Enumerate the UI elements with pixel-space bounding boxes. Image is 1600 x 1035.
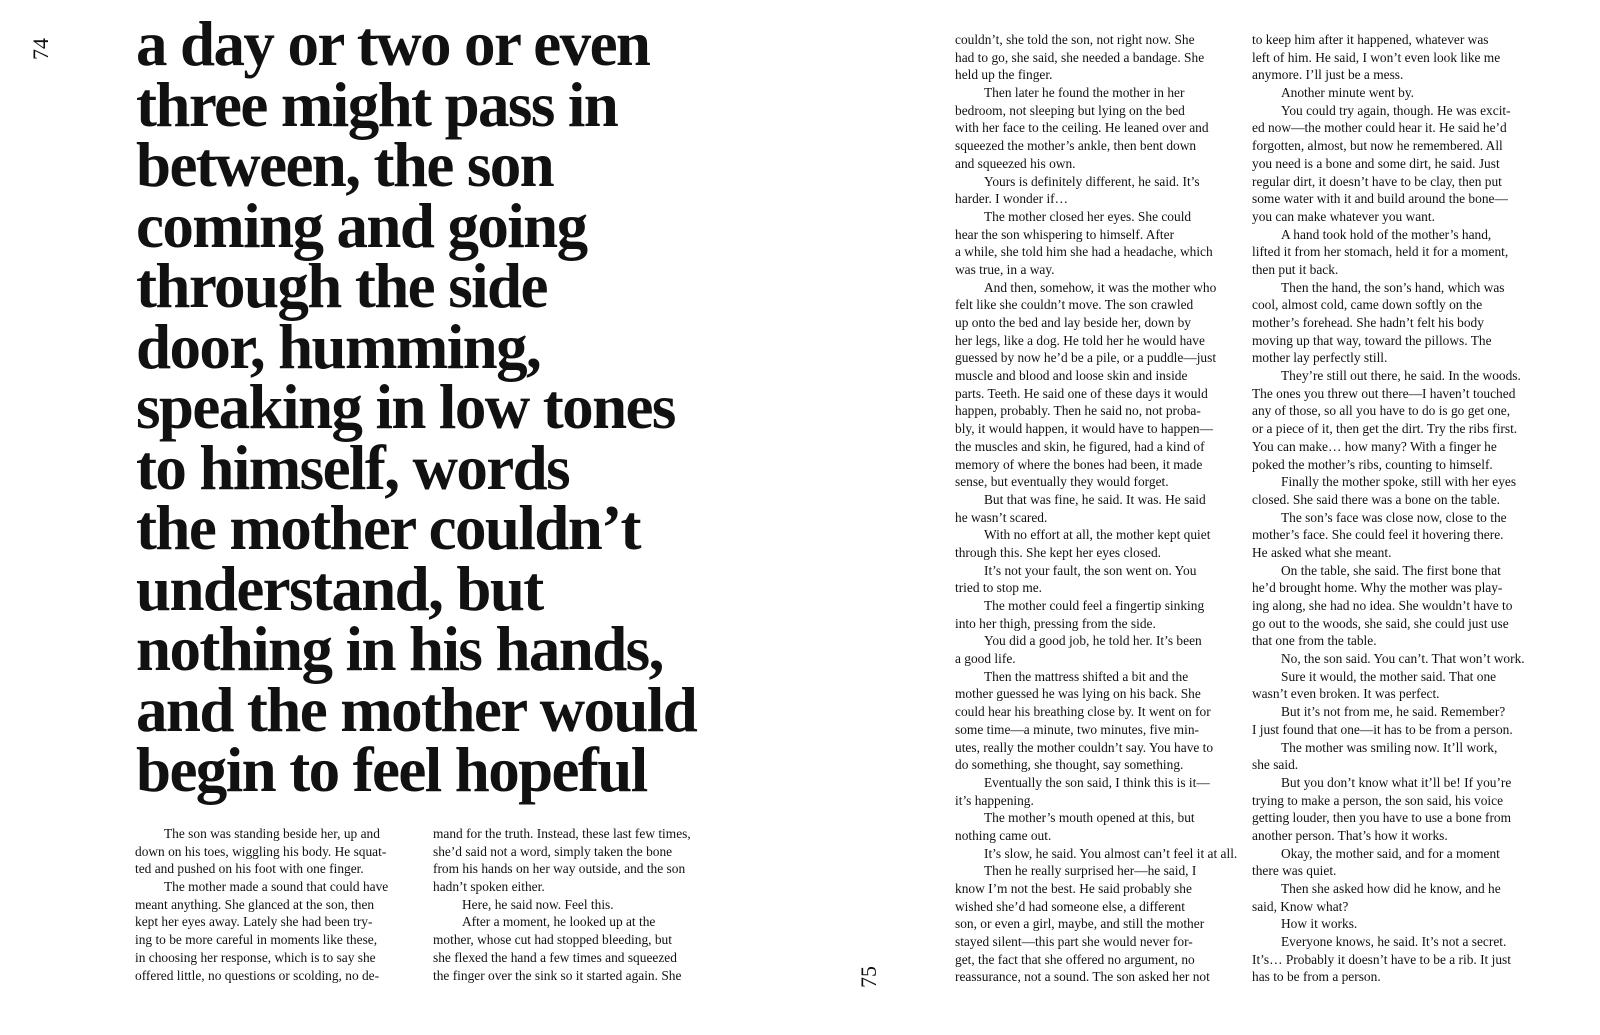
page-number-left: 74 xyxy=(28,38,53,60)
body-text-line: couldn’t, she told the son, not right now. She xyxy=(955,32,1195,47)
body-text-line: getting louder, then you have to use a bone from xyxy=(1252,810,1512,826)
body-text-line: up onto the bed and lay beside her, down by xyxy=(955,315,1191,330)
pull-quote-line: begin to feel hopeful xyxy=(136,735,647,805)
body-text-line: a while, she told him she had a headache, which xyxy=(955,244,1213,260)
body-text-line: lifted it from her stomach, held it for a moment, xyxy=(1252,244,1509,260)
pull-quote-line: coming and going xyxy=(136,190,587,261)
body-text-line: to keep him after it happened, whatever was xyxy=(1252,32,1489,47)
body-text-line: ed now—the mother could hear it. He said he’d xyxy=(1252,120,1507,136)
body-text-line: The mother made a sound that could have xyxy=(164,879,389,895)
body-text-line: into her thigh, pressing from the side. xyxy=(955,615,1156,631)
body-text-line: Sure it would, the mother said. That one xyxy=(1281,668,1497,684)
body-text-line: he wasn’t scared. xyxy=(955,509,1048,525)
body-text-line: forgotten, almost, but now he remembered. All xyxy=(1252,138,1503,154)
body-text-line: regular dirt, it doesn’t have to be clay, then put xyxy=(1252,173,1502,189)
pull-quote-line: three might pass in xyxy=(136,69,618,140)
body-text-line: you need is a bone and some dirt, he said. Just xyxy=(1252,155,1500,171)
body-text-line: cool, almost cold, came down softly on the xyxy=(1252,297,1483,313)
body-column-right-1 xyxy=(955,31,1241,986)
body-text-line: offered little, no questions or scolding, no de- xyxy=(135,967,380,983)
body-text-line: mother’s face. She could feel it hovering there. xyxy=(1252,527,1504,543)
body-text-line: you can make whatever you want. xyxy=(1252,208,1435,224)
body-text-line: Finally the mother spoke, still with her eyes xyxy=(1281,474,1517,490)
body-text-line: Then later he found the mother in her xyxy=(984,85,1185,101)
body-text-line: left of him. He said, I won’t even look like me xyxy=(1252,49,1501,65)
body-text-line: But it’s not from me, he said. Remember? xyxy=(1281,704,1506,720)
body-text-line: hadn’t spoken either. xyxy=(433,879,545,895)
pull-quote-line: nothing in his hands, xyxy=(136,614,663,684)
body-text-line: guessed by now he’d be a pile, or a puddle—just xyxy=(955,350,1217,366)
body-text-line: or a piece of it, then get the dirt. Try the ribs first. xyxy=(1252,421,1518,437)
body-text-line: reassurance, not a sound. The son asked her not xyxy=(955,969,1210,985)
page-number-right: 75 xyxy=(856,966,881,988)
body-text-line: bly, it would happen, it would have to happen— xyxy=(955,421,1213,437)
body-text-line: the muscles and skin, he figured, had a kind of xyxy=(955,438,1205,454)
body-text-line: he’d brought home. Why the mother was play- xyxy=(1252,580,1503,596)
body-text-line: has to be from a person. xyxy=(1252,969,1381,985)
body-text-line: there was quiet. xyxy=(1252,863,1337,879)
body-text-line: The mother could feel a fingertip sinking xyxy=(984,598,1205,613)
body-text-line: said, Know what? xyxy=(1252,898,1349,914)
body-text-line: closed. She said there was a bone on the table. xyxy=(1252,491,1501,507)
body-text-line: she said. xyxy=(1252,757,1299,773)
body-text-line: and squeezed his own. xyxy=(955,155,1076,171)
body-text-line: with her face to the ceiling. He leaned over and xyxy=(955,120,1209,136)
body-text-line: muscle and blood and loose skin and inside xyxy=(955,368,1188,384)
body-text-line: poked the mother’s ribs, counting to himself. xyxy=(1252,456,1493,472)
body-text-line: felt like she couldn’t move. The son crawled xyxy=(955,297,1194,313)
body-text-line: memory of where the bones had been, it made xyxy=(955,456,1203,472)
pull-quote-line: the mother couldn’t xyxy=(136,493,640,563)
body-text-line: He asked what she meant. xyxy=(1252,544,1392,560)
pull-quote-line: speaking in low tones xyxy=(136,372,675,442)
body-column-left-2 xyxy=(433,825,723,984)
body-text-line: It’s slow, he said. You almost can’t feel it at all. xyxy=(984,845,1238,861)
body-text-line: some water with it and build around the bone— xyxy=(1252,191,1508,207)
body-text-line: through this. She kept her eyes closed. xyxy=(955,544,1162,560)
body-text-line: Then the hand, the son’s hand, which was xyxy=(1281,279,1505,295)
body-text-line: ing to be more careful in moments like these, xyxy=(135,932,378,948)
body-text-line: moving up that way, toward the pillows. The xyxy=(1252,332,1492,348)
body-text-line: mother guessed he was lying on his back. She xyxy=(955,686,1201,702)
body-text-line: wished she’d had someone else, a different xyxy=(955,898,1185,914)
pull-quote-line: between, the son xyxy=(136,130,554,200)
body-text-line: The mother’s mouth opened at this, but xyxy=(984,810,1195,826)
body-text-line: any of those, so all you have to do is go get one, xyxy=(1252,403,1511,419)
body-text-line: It’s not your fault, the son went on. You xyxy=(984,562,1197,578)
body-text-line: go out to the woods, she said, she could just use xyxy=(1252,615,1509,631)
body-text-line: she’d said not a word, simply taken the bone xyxy=(433,843,673,859)
body-text-line: utes, really the mother couldn’t say. You have to xyxy=(955,739,1214,755)
body-text-line: could hear his breathing close by. It went on for xyxy=(955,704,1211,720)
pull-quote-line: a day or two or even xyxy=(136,9,650,79)
body-text-line: nothing came out. xyxy=(955,827,1052,843)
body-text-line: A hand took hold of the mother’s hand, xyxy=(1281,226,1492,242)
body-text-line: some time—a minute, two minutes, five min- xyxy=(955,721,1199,737)
pull-quote xyxy=(136,9,736,805)
body-text-line: then put it back. xyxy=(1252,261,1339,277)
body-text-line: How it works. xyxy=(1281,916,1358,932)
body-text-line: mother, whose cut had stopped bleeding, but xyxy=(433,932,672,948)
body-text-line: sense, but eventually they would forget. xyxy=(955,474,1169,490)
body-text-line: ted and pushed on his foot with one finger. xyxy=(135,861,364,877)
body-text-line: had to go, she said, she needed a bandage. She xyxy=(955,49,1205,65)
body-text-line: parts. Teeth. He said one of these days it would xyxy=(955,385,1208,401)
body-text-line: They’re still out there, he said. In the woods. xyxy=(1281,368,1521,384)
body-text-line: son, or even a girl, maybe, and still the mother xyxy=(955,916,1205,932)
body-text-line: Okay, the mother said, and for a moment xyxy=(1281,845,1500,861)
body-text-line: The son’s face was close now, close to the xyxy=(1281,509,1507,525)
body-text-line: Yours is definitely different, he said. It’s xyxy=(984,173,1200,189)
body-text-line: Eventually the son said, I think this is it— xyxy=(984,774,1210,790)
body-text-line: another person. That’s how it works. xyxy=(1252,827,1448,843)
body-text-line: Then the mattress shifted a bit and the xyxy=(984,668,1189,684)
body-text-line: she flexed the hand a few times and squeezed xyxy=(433,949,677,965)
pull-quote-line: door, humming, xyxy=(136,311,541,382)
body-text-line: mother lay perfectly still. xyxy=(1252,350,1388,366)
body-text-line: trying to make a person, the son said, his voice xyxy=(1252,792,1504,808)
body-text-line: The son was standing beside her, up and xyxy=(164,826,380,841)
body-text-line: And then, somehow, it was the mother who xyxy=(984,279,1217,295)
body-text-line: that one from the table. xyxy=(1252,633,1377,649)
pull-quote-line: to himself, words xyxy=(136,432,570,503)
body-text-line: anymore. I’ll just be a mess. xyxy=(1252,67,1404,83)
body-text-line: a good life. xyxy=(955,651,1016,667)
body-text-line: I just found that one—it has to be from a person. xyxy=(1252,721,1513,737)
body-text-line: held up the finger. xyxy=(955,67,1053,83)
body-text-line: With no effort at all, the mother kept quiet xyxy=(984,527,1211,543)
body-text-line: Then he really surprised her—he said, I xyxy=(984,863,1197,879)
body-text-line: You did a good job, he told her. It’s been xyxy=(984,633,1202,649)
body-column-right-2 xyxy=(1252,31,1538,986)
body-text-line: know I’m not the best. He said probably she xyxy=(955,881,1192,896)
body-text-line: The mother closed her eyes. She could xyxy=(984,208,1192,224)
body-text-line: tried to stop me. xyxy=(955,580,1043,596)
body-text-line: But that was fine, he said. It was. He said xyxy=(984,491,1206,507)
body-text-line: squeezed the mother’s ankle, then bent down xyxy=(955,138,1197,154)
body-text-line: Here, he said now. Feel this. xyxy=(462,896,614,912)
body-text-line: Everyone knows, he said. It’s not a secret. xyxy=(1281,934,1507,950)
body-text-line: wasn’t even broken. It was perfect. xyxy=(1252,686,1440,702)
body-text-line: the finger over the sink so it started again. She xyxy=(433,967,682,983)
body-text-line: After a moment, he looked up at the xyxy=(462,914,656,930)
body-text-line: The ones you threw out there—I haven’t touched xyxy=(1252,385,1516,401)
body-text-line: hear the son whispering to himself. After xyxy=(955,226,1175,242)
body-text-line: in choosing her response, which is to say she xyxy=(135,949,376,965)
body-text-line: You could try again, though. He was excit- xyxy=(1281,102,1511,118)
body-text-line: from his hands on her way outside, and the son xyxy=(433,861,686,877)
body-text-line: The mother was smiling now. It’ll work, xyxy=(1281,739,1498,755)
body-text-line: stayed silent—this part she would never for- xyxy=(955,934,1193,950)
body-text-line: mand for the truth. Instead, these last few times, xyxy=(433,826,691,841)
body-column-left-1 xyxy=(135,825,415,984)
body-text-line: On the table, she said. The first bone that xyxy=(1281,562,1501,578)
body-text-line: It’s… Probably it doesn’t have to be a rib. It just xyxy=(1252,951,1511,967)
pull-quote-line: through the side xyxy=(136,251,547,321)
body-text-line: happen, probably. Then he said no, not proba- xyxy=(955,403,1201,419)
body-text-line: get, the fact that she offered no argument, no xyxy=(955,951,1195,967)
pull-quote-line: understand, but xyxy=(136,553,543,624)
body-text-line: But you don’t know what it’ll be! If you’re xyxy=(1281,774,1512,790)
body-text-line: meant anything. She glanced at the son, then xyxy=(135,896,375,912)
body-text-line: Another minute went by. xyxy=(1281,85,1415,101)
body-text-line: ing along, she had no idea. She wouldn’t have to xyxy=(1252,598,1513,613)
body-text-line: her legs, like a dog. He told her he would have xyxy=(955,332,1205,348)
body-text-line: harder. I wonder if… xyxy=(955,191,1069,207)
body-text-line: No, the son said. You can’t. That won’t work. xyxy=(1281,651,1525,667)
body-text-line: mother’s forehead. She hadn’t felt his body xyxy=(1252,315,1484,330)
body-text-line: You can make… how many? With a finger he xyxy=(1252,438,1497,454)
body-text-line: bedroom, not sleeping but lying on the bed xyxy=(955,102,1185,118)
body-text-line: down on his toes, wiggling his body. He squat- xyxy=(135,843,387,859)
pull-quote-line: and the mother would xyxy=(136,674,697,745)
body-text-line: do something, she thought, say something. xyxy=(955,757,1184,773)
body-text-line: it’s happening. xyxy=(955,792,1034,808)
body-text-line: kept her eyes away. Lately she had been try- xyxy=(135,914,373,930)
body-text-line: Then she asked how did he know, and he xyxy=(1281,881,1501,896)
body-text-line: was true, in a way. xyxy=(955,261,1055,277)
